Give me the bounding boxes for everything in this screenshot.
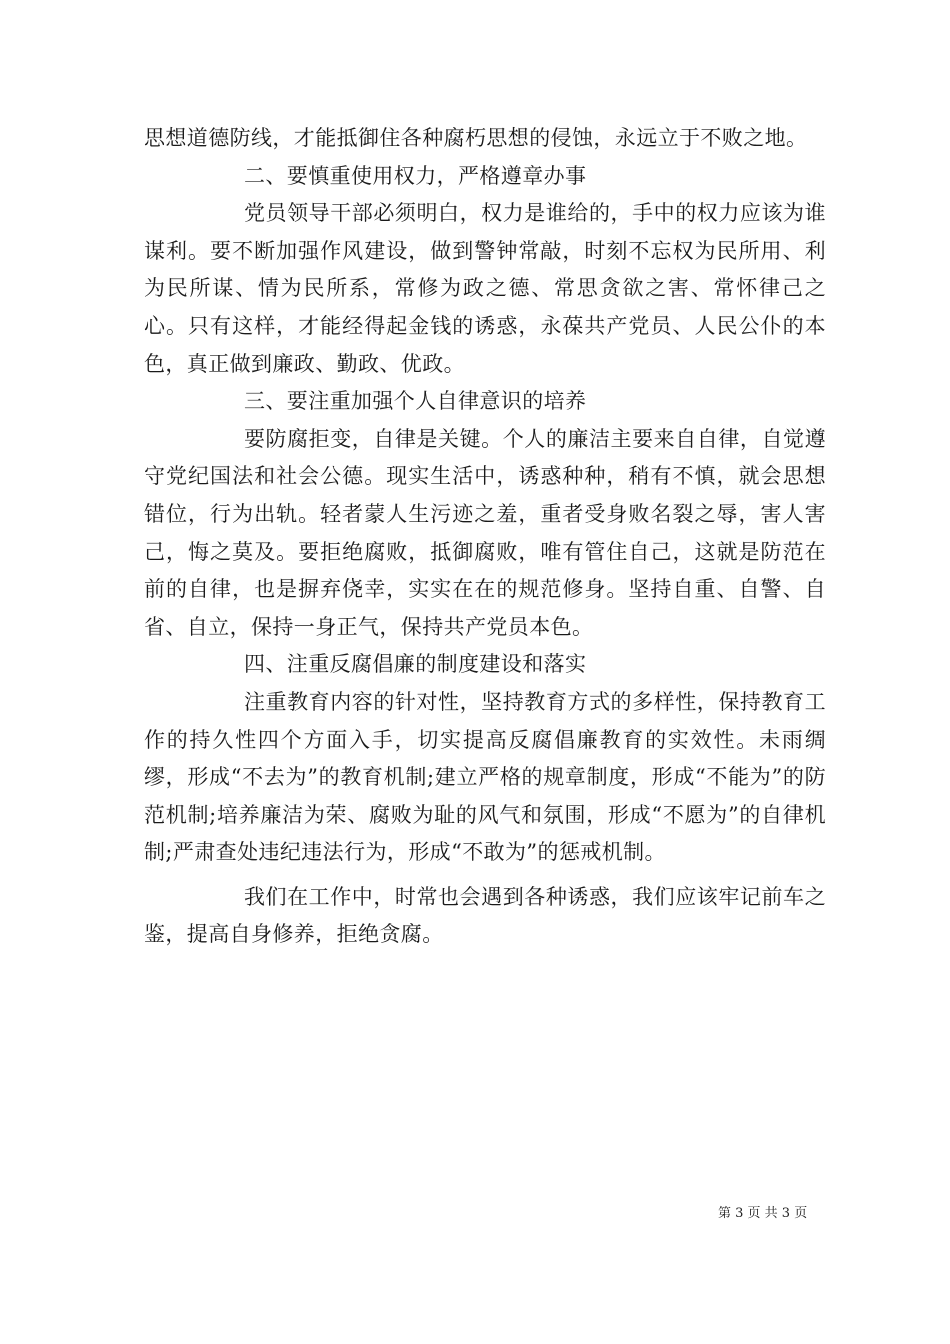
section-heading-4: 四、注重反腐倡廉的制度建设和落实: [244, 652, 587, 677]
section-heading-3: 三、要注重加强个人自律意识的培养: [244, 389, 587, 414]
paragraph-continuation: 思想道德防线，才能抵御住各种腐朽思想的侵蚀，永远立于不败之地。: [144, 126, 808, 150]
paragraph-spacer: [144, 872, 826, 879]
document-body: [144, 120, 826, 954]
paragraph-system-building: 注重教育内容的针对性，坚持教育方式的多样性，保持教育工作的持久性四个方面入手，切实提高反腐倡廉教育的实效性。未雨绸缪，形成“不去为”的教育机制;建立严格的规章制度，形成“不能为”的防范机制;培养廉洁为荣、腐败为耻的风气和氛围，形成“不愿为”的自律机制;严肃查处违纪违法行为，形成“不敢为”的惩戒机制。: [144, 689, 826, 865]
section-heading-2: 二、要慎重使用权力，严格遵章办事: [244, 163, 587, 188]
paragraph-self-discipline: 要防腐拒变，自律是关键。个人的廉洁主要来自自律，自觉遵守党纪国法和社会公德。现实生活中，诱惑种种，稍有不慎，就会思想错位，行为出轨。轻者蒙人生污迹之羞，重者受身败名裂之辱，害人害己，悔之莫及。要拒绝腐败，抵御腐败，唯有管住自己，这就是防范在前的自律，也是摒弃侥幸，实实在在的规范修身。坚持自重、自警、自省、自立，保持一身正气，保持共产党员本色。: [144, 426, 826, 639]
paragraph-power: 党员领导干部必须明白，权力是谁给的，手中的权力应该为谁谋利。要不断加强作风建设，做到警钟常敲，时刻不忘权为民所用、利为民所谋、情为民所系，常修为政之德、常思贪欲之害、常怀律己之心。只有这样，才能经得起金钱的诱惑，永葆共产党员、人民公仆的本色，真正做到廉政、勤政、优政。: [144, 201, 826, 376]
page-footer: 第 3 页 共 3 页: [718, 1206, 808, 1221]
paragraph-conclusion: 我们在工作中，时常也会遇到各种诱惑，我们应该牢记前车之鉴，提高自身修养，拒绝贪腐。: [144, 884, 826, 947]
